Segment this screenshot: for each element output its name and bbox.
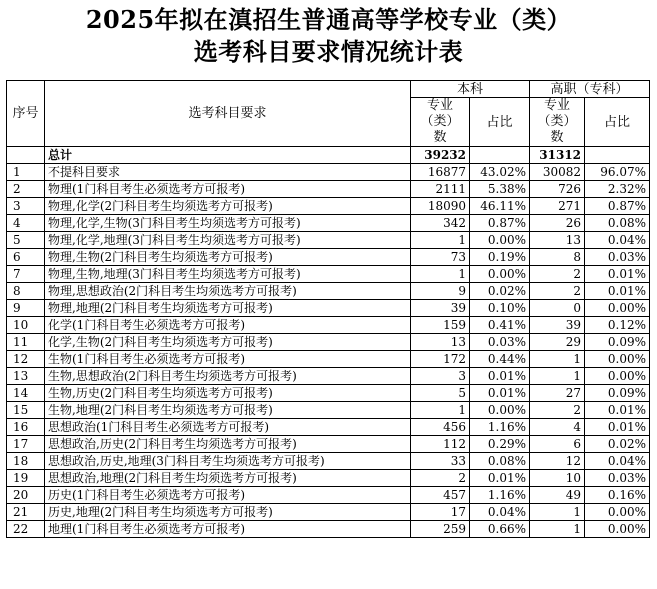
undergrad-ratio-cell: 0.19% <box>470 249 530 266</box>
requirement-cell: 物理,化学,生物(3门科目考生均须选考方可报考) <box>45 215 411 232</box>
vocational-ratio-cell: 0.03% <box>585 249 650 266</box>
undergrad-count-cell: 259 <box>411 521 470 538</box>
requirement-cell: 历史,地理(2门科目考生均须选考方可报考) <box>45 504 411 521</box>
seq-cell: 9 <box>7 300 45 317</box>
vocational-count-cell: 2 <box>530 283 585 300</box>
table-row <box>7 521 650 538</box>
header-row-1 <box>7 81 650 98</box>
requirement-cell: 物理,地理(2门科目考生均须选考方可报考) <box>45 300 411 317</box>
undergrad-ratio-cell: 0.87% <box>470 215 530 232</box>
table-row <box>7 487 650 504</box>
undergrad-ratio-cell: 0.10% <box>470 300 530 317</box>
undergrad-ratio-cell: 0.01% <box>470 385 530 402</box>
undergrad-count-cell: 18090 <box>411 198 470 215</box>
undergrad-ratio-cell: 1.16% <box>470 419 530 436</box>
requirement-cell: 物理(1门科目考生必须选考方可报考) <box>45 181 411 198</box>
undergrad-count-cell: 457 <box>411 487 470 504</box>
table-row <box>7 368 650 385</box>
vocational-count-cell: 49 <box>530 487 585 504</box>
undergrad-count-cell: 342 <box>411 215 470 232</box>
vocational-ratio-cell: 0.00% <box>585 351 650 368</box>
undergrad-ratio-cell: 0.00% <box>470 402 530 419</box>
seq-cell: 19 <box>7 470 45 487</box>
undergrad-count-cell: 3 <box>411 368 470 385</box>
requirement-header: 选考科目要求 <box>45 81 411 147</box>
vocational-count-cell: 13 <box>530 232 585 249</box>
vocational-ratio-cell: 0.12% <box>585 317 650 334</box>
undergrad-count-cell: 2 <box>411 470 470 487</box>
undergrad-ratio-cell: 0.29% <box>470 436 530 453</box>
undergrad-count-cell: 2111 <box>411 181 470 198</box>
requirement-cell: 思想政治,历史(2门科目考生均须选考方可报考) <box>45 436 411 453</box>
seq-cell: 15 <box>7 402 45 419</box>
undergrad-ratio-cell: 5.38% <box>470 181 530 198</box>
seq-cell: 17 <box>7 436 45 453</box>
seq-cell: 14 <box>7 385 45 402</box>
vocational-count-cell: 1 <box>530 368 585 385</box>
requirement-cell: 思想政治,历史,地理(3门科目考生均须选考方可报考) <box>45 453 411 470</box>
vocational-ratio-cell: 0.00% <box>585 504 650 521</box>
vocational-ratio-cell: 0.16% <box>585 487 650 504</box>
undergrad-ratio-cell: 0.02% <box>470 283 530 300</box>
undergrad-count-cell: 16877 <box>411 164 470 181</box>
requirement-cell: 生物(1门科目考生必须选考方可报考) <box>45 351 411 368</box>
vocational-count-cell: 1 <box>530 521 585 538</box>
seq-cell: 21 <box>7 504 45 521</box>
vocational-count-cell: 8 <box>530 249 585 266</box>
undergrad-count-cell: 112 <box>411 436 470 453</box>
seq-cell: 18 <box>7 453 45 470</box>
page-subtitle: 选考科目要求情况统计表 <box>193 37 464 66</box>
table-row <box>7 385 650 402</box>
vocational-count-cell: 27 <box>530 385 585 402</box>
undergrad-ratio-cell: 1.16% <box>470 487 530 504</box>
total-vocational-ratio <box>585 147 650 164</box>
undergrad-ratio-cell: 0.00% <box>470 232 530 249</box>
vocational-ratio-header: 占比 <box>585 98 650 147</box>
undergrad-count-cell: 456 <box>411 419 470 436</box>
undergrad-count-cell: 5 <box>411 385 470 402</box>
vocational-count-cell: 10 <box>530 470 585 487</box>
undergrad-count-cell: 39 <box>411 300 470 317</box>
seq-cell: 6 <box>7 249 45 266</box>
undergrad-count-cell: 13 <box>411 334 470 351</box>
table-row <box>7 198 650 215</box>
vocational-count-cell: 4 <box>530 419 585 436</box>
seq-header: 序号 <box>7 81 45 147</box>
table-row <box>7 283 650 300</box>
undergrad-ratio-cell: 0.08% <box>470 453 530 470</box>
total-row <box>7 147 650 164</box>
requirement-cell: 化学,生物(2门科目考生均须选考方可报考) <box>45 334 411 351</box>
seq-cell: 16 <box>7 419 45 436</box>
undergrad-count-cell: 172 <box>411 351 470 368</box>
vocational-ratio-cell: 0.04% <box>585 453 650 470</box>
total-label: 总计 <box>45 147 411 164</box>
undergrad-ratio-cell: 0.04% <box>470 504 530 521</box>
undergrad-count-cell: 73 <box>411 249 470 266</box>
requirement-cell: 物理,生物,地理(3门科目考生均须选考方可报考) <box>45 266 411 283</box>
undergrad-ratio-cell: 43.02% <box>470 164 530 181</box>
undergrad-count-cell: 33 <box>411 453 470 470</box>
total-vocational-count: 31312 <box>530 147 585 164</box>
seq-cell: 1 <box>7 164 45 181</box>
vocational-ratio-cell: 0.87% <box>585 198 650 215</box>
vocational-ratio-cell: 0.01% <box>585 283 650 300</box>
table-row <box>7 334 650 351</box>
vocational-count-cell: 726 <box>530 181 585 198</box>
undergrad-count-cell: 1 <box>411 266 470 283</box>
undergrad-ratio-cell: 0.01% <box>470 470 530 487</box>
table-row <box>7 300 650 317</box>
vocational-ratio-cell: 96.07% <box>585 164 650 181</box>
table-row <box>7 249 650 266</box>
requirement-cell: 不提科目要求 <box>45 164 411 181</box>
requirement-cell: 物理,化学,地理(3门科目考生均须选考方可报考) <box>45 232 411 249</box>
requirement-cell: 生物,历史(2门科目考生均须选考方可报考) <box>45 385 411 402</box>
table-row <box>7 504 650 521</box>
vocational-count-cell: 0 <box>530 300 585 317</box>
vocational-ratio-cell: 0.00% <box>585 521 650 538</box>
requirement-cell: 物理,思想政治(2门科目考生均须选考方可报考) <box>45 283 411 300</box>
seq-cell: 5 <box>7 232 45 249</box>
requirement-cell: 地理(1门科目考生必须选考方可报考) <box>45 521 411 538</box>
vocational-count-cell: 29 <box>530 334 585 351</box>
undergrad-count-cell: 159 <box>411 317 470 334</box>
vocational-count-cell: 39 <box>530 317 585 334</box>
undergrad-ratio-cell: 0.44% <box>470 351 530 368</box>
table-row <box>7 453 650 470</box>
vocational-ratio-cell: 0.00% <box>585 368 650 385</box>
undergrad-count-cell: 9 <box>411 283 470 300</box>
table-row <box>7 215 650 232</box>
requirement-cell: 化学(1门科目考生必须选考方可报考) <box>45 317 411 334</box>
total-seq-cell <box>7 147 45 164</box>
vocational-count-cell: 26 <box>530 215 585 232</box>
vocational-count-cell: 12 <box>530 453 585 470</box>
vocational-ratio-cell: 0.01% <box>585 266 650 283</box>
statistics-table <box>6 80 650 538</box>
vocational-header: 高职（专科） <box>530 81 650 98</box>
table-row <box>7 419 650 436</box>
undergrad-ratio-cell: 0.03% <box>470 334 530 351</box>
vocational-ratio-cell: 0.09% <box>585 385 650 402</box>
vocational-ratio-cell: 0.01% <box>585 419 650 436</box>
undergrad-ratio-cell: 0.01% <box>470 368 530 385</box>
undergrad-ratio-cell: 0.00% <box>470 266 530 283</box>
seq-cell: 11 <box>7 334 45 351</box>
total-undergrad-count: 39232 <box>411 147 470 164</box>
table-row <box>7 402 650 419</box>
vocational-count-cell: 2 <box>530 402 585 419</box>
requirement-cell: 生物,思想政治(2门科目考生均须选考方可报考) <box>45 368 411 385</box>
undergrad-count-cell: 17 <box>411 504 470 521</box>
vocational-count-cell: 30082 <box>530 164 585 181</box>
seq-cell: 22 <box>7 521 45 538</box>
requirement-cell: 历史(1门科目考生必须选考方可报考) <box>45 487 411 504</box>
requirement-cell: 生物,地理(2门科目考生均须选考方可报考) <box>45 402 411 419</box>
undergrad-ratio-header: 占比 <box>470 98 530 147</box>
undergrad-ratio-cell: 0.66% <box>470 521 530 538</box>
undergrad-count-cell: 1 <box>411 232 470 249</box>
vocational-ratio-cell: 0.04% <box>585 232 650 249</box>
table-row <box>7 164 650 181</box>
vocational-ratio-cell: 0.02% <box>585 436 650 453</box>
seq-cell: 2 <box>7 181 45 198</box>
undergrad-header: 本科 <box>411 81 530 98</box>
seq-cell: 8 <box>7 283 45 300</box>
page-title: 2025年拟在滇招生普通高等学校专业（类） <box>85 5 572 34</box>
vocational-count-cell: 271 <box>530 198 585 215</box>
undergrad-ratio-cell: 46.11% <box>470 198 530 215</box>
undergrad-count-cell: 1 <box>411 402 470 419</box>
table-row <box>7 470 650 487</box>
vocational-count-cell: 1 <box>530 351 585 368</box>
undergrad-count-header: 专业 （类） 数 <box>411 98 470 147</box>
vocational-count-cell: 6 <box>530 436 585 453</box>
table-row <box>7 266 650 283</box>
requirement-cell: 思想政治,地理(2门科目考生均须选考方可报考) <box>45 470 411 487</box>
seq-cell: 10 <box>7 317 45 334</box>
requirement-cell: 物理,化学(2门科目考生均须选考方可报考) <box>45 198 411 215</box>
table-row <box>7 181 650 198</box>
vocational-ratio-cell: 0.00% <box>585 300 650 317</box>
vocational-ratio-cell: 0.01% <box>585 402 650 419</box>
seq-cell: 12 <box>7 351 45 368</box>
seq-cell: 3 <box>7 198 45 215</box>
undergrad-ratio-cell: 0.41% <box>470 317 530 334</box>
vocational-ratio-cell: 2.32% <box>585 181 650 198</box>
seq-cell: 4 <box>7 215 45 232</box>
table-row <box>7 351 650 368</box>
table-row <box>7 317 650 334</box>
vocational-ratio-cell: 0.08% <box>585 215 650 232</box>
vocational-count-header: 专业 （类） 数 <box>530 98 585 147</box>
seq-cell: 20 <box>7 487 45 504</box>
vocational-ratio-cell: 0.03% <box>585 470 650 487</box>
requirement-cell: 思想政治(1门科目考生必须选考方可报考) <box>45 419 411 436</box>
table-row <box>7 436 650 453</box>
total-undergrad-ratio <box>470 147 530 164</box>
table-row <box>7 232 650 249</box>
requirement-cell: 物理,生物(2门科目考生均须选考方可报考) <box>45 249 411 266</box>
vocational-ratio-cell: 0.09% <box>585 334 650 351</box>
vocational-count-cell: 1 <box>530 504 585 521</box>
seq-cell: 13 <box>7 368 45 385</box>
seq-cell: 7 <box>7 266 45 283</box>
vocational-count-cell: 2 <box>530 266 585 283</box>
